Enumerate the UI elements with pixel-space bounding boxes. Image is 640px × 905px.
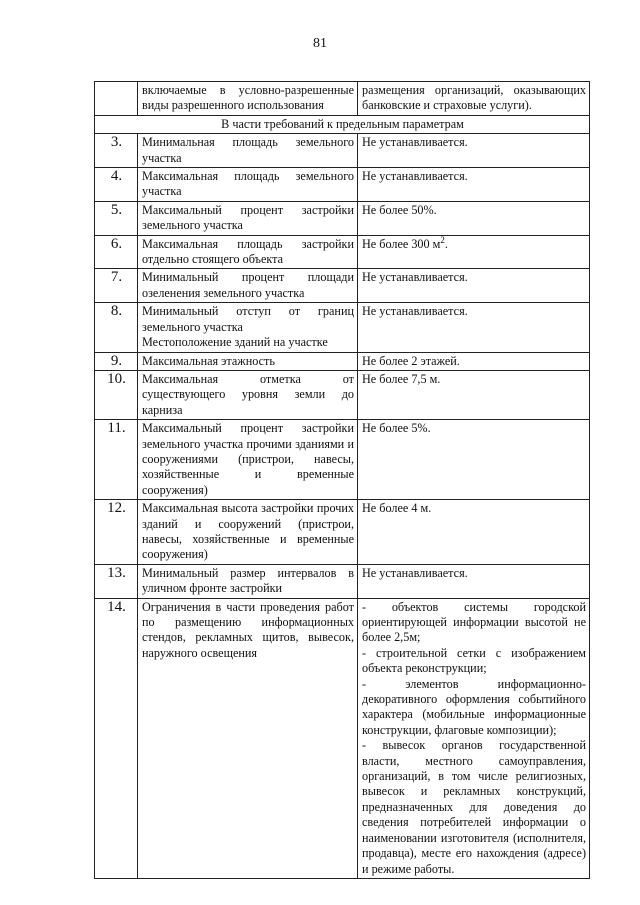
table-row <box>95 269 590 303</box>
row-name: Ограничения в части проведения работ по размещению информационных стендов, рекламных щитов, вывесок, наружного освещения <box>138 598 358 878</box>
row-value-cell: размещения организаций, оказывающих банковские и страховые услуги). <box>358 82 590 116</box>
table-row <box>95 201 590 235</box>
table-row <box>95 303 590 352</box>
row-name: Максимальная высота застройки прочих зданий и сооружений (пристрои, навесы, хозяйственные и временные сооружения) <box>138 500 358 565</box>
row-value: Не более 7,5 м. <box>358 370 590 419</box>
row-value-list <box>358 598 590 878</box>
table-row <box>95 134 590 168</box>
row-number: 13. <box>95 564 138 598</box>
row-name: Максимальный процент застройки земельного участка <box>138 201 358 235</box>
row-value <box>358 235 590 269</box>
parameters-table <box>94 81 590 879</box>
value-text: Не более 300 м <box>362 236 441 251</box>
row-name: Максимальная этажность <box>138 352 358 370</box>
row-name: Максимальная площадь застройки отдельно стоящего объекта <box>138 235 358 269</box>
row-number: 12. <box>95 500 138 565</box>
row-number: 11. <box>95 420 138 500</box>
table-row-continued <box>95 82 590 116</box>
table-row <box>95 598 590 878</box>
row-name-text: Минимальный отступ от границ земельного участка <box>142 304 354 334</box>
row-number: 14. <box>95 598 138 878</box>
row-name <box>138 303 358 352</box>
row-value: Не устанавливается. <box>358 564 590 598</box>
row-name-cell: включаемые в условно-разрешенные виды разрешенного использования <box>138 82 358 116</box>
row-number: 3. <box>95 134 138 168</box>
table-row <box>95 168 590 202</box>
table-row <box>95 500 590 565</box>
table-row <box>95 370 590 419</box>
row-name: Максимальный процент застройки земельного участка прочими зданиями и сооружениями (пристрои, навесы, хозяйственные и временные сооружения) <box>138 420 358 500</box>
row-name: Минимальный размер интервалов в уличном фронте застройки <box>138 564 358 598</box>
value-tail: . <box>444 236 448 251</box>
row-name-extra: Местоположение зданий на участке <box>142 335 328 350</box>
row-number: 7. <box>95 269 138 303</box>
row-name: Максимальная площадь земельного участка <box>138 168 358 202</box>
row-value: Не более 5%. <box>358 420 590 500</box>
list-item: - элементов информационно-декоративного оформления событийного характера (мобильные информационные конструкции, флаговые композиции); <box>362 676 586 737</box>
row-number: 8. <box>95 303 138 352</box>
row-value: Не устанавливается. <box>358 168 590 202</box>
row-name: Максимальная отметка от существующего уровня земли до карниза <box>138 370 358 419</box>
table-row <box>95 235 590 269</box>
row-number: 6. <box>95 235 138 269</box>
row-value: Не устанавливается. <box>358 269 590 303</box>
page-number: 81 <box>313 36 327 51</box>
row-value: Не более 50%. <box>358 201 590 235</box>
superscript: 2 <box>440 234 445 245</box>
table-row <box>95 564 590 598</box>
row-value: Не более 2 этажей. <box>358 352 590 370</box>
row-name: Минимальная площадь земельного участка <box>138 134 358 168</box>
row-number-cell <box>95 82 138 116</box>
row-number: 5. <box>95 201 138 235</box>
list-item: - объектов системы городской ориентирующей информации высотой не более 2,5м; <box>362 599 586 645</box>
row-number: 4. <box>95 168 138 202</box>
table-row <box>95 352 590 370</box>
list-item: - строительной сетки с изображением объекта реконструкции; <box>362 645 586 676</box>
row-name: Минимальный процент площади озеленения земельного участка <box>138 269 358 303</box>
row-value: Не устанавливается. <box>358 303 590 352</box>
row-value: Не устанавливается. <box>358 134 590 168</box>
row-number: 9. <box>95 352 138 370</box>
row-value: Не более 4 м. <box>358 500 590 565</box>
list-item: - вывесок органов государственной власти, местного самоуправления, организаций, в том числе религиозных, вывесок и рекламных конструкций, предназначенных для доведения до сведения потребителей информации о наименовании изготовителя (исполнителя, продавца), месте его нахождения (адресе) и режиме работы. <box>362 738 586 876</box>
row-number: 10. <box>95 370 138 419</box>
section-row <box>95 115 590 133</box>
table-row <box>95 420 590 500</box>
section-title: В части требований к предельным параметрам <box>95 115 590 133</box>
